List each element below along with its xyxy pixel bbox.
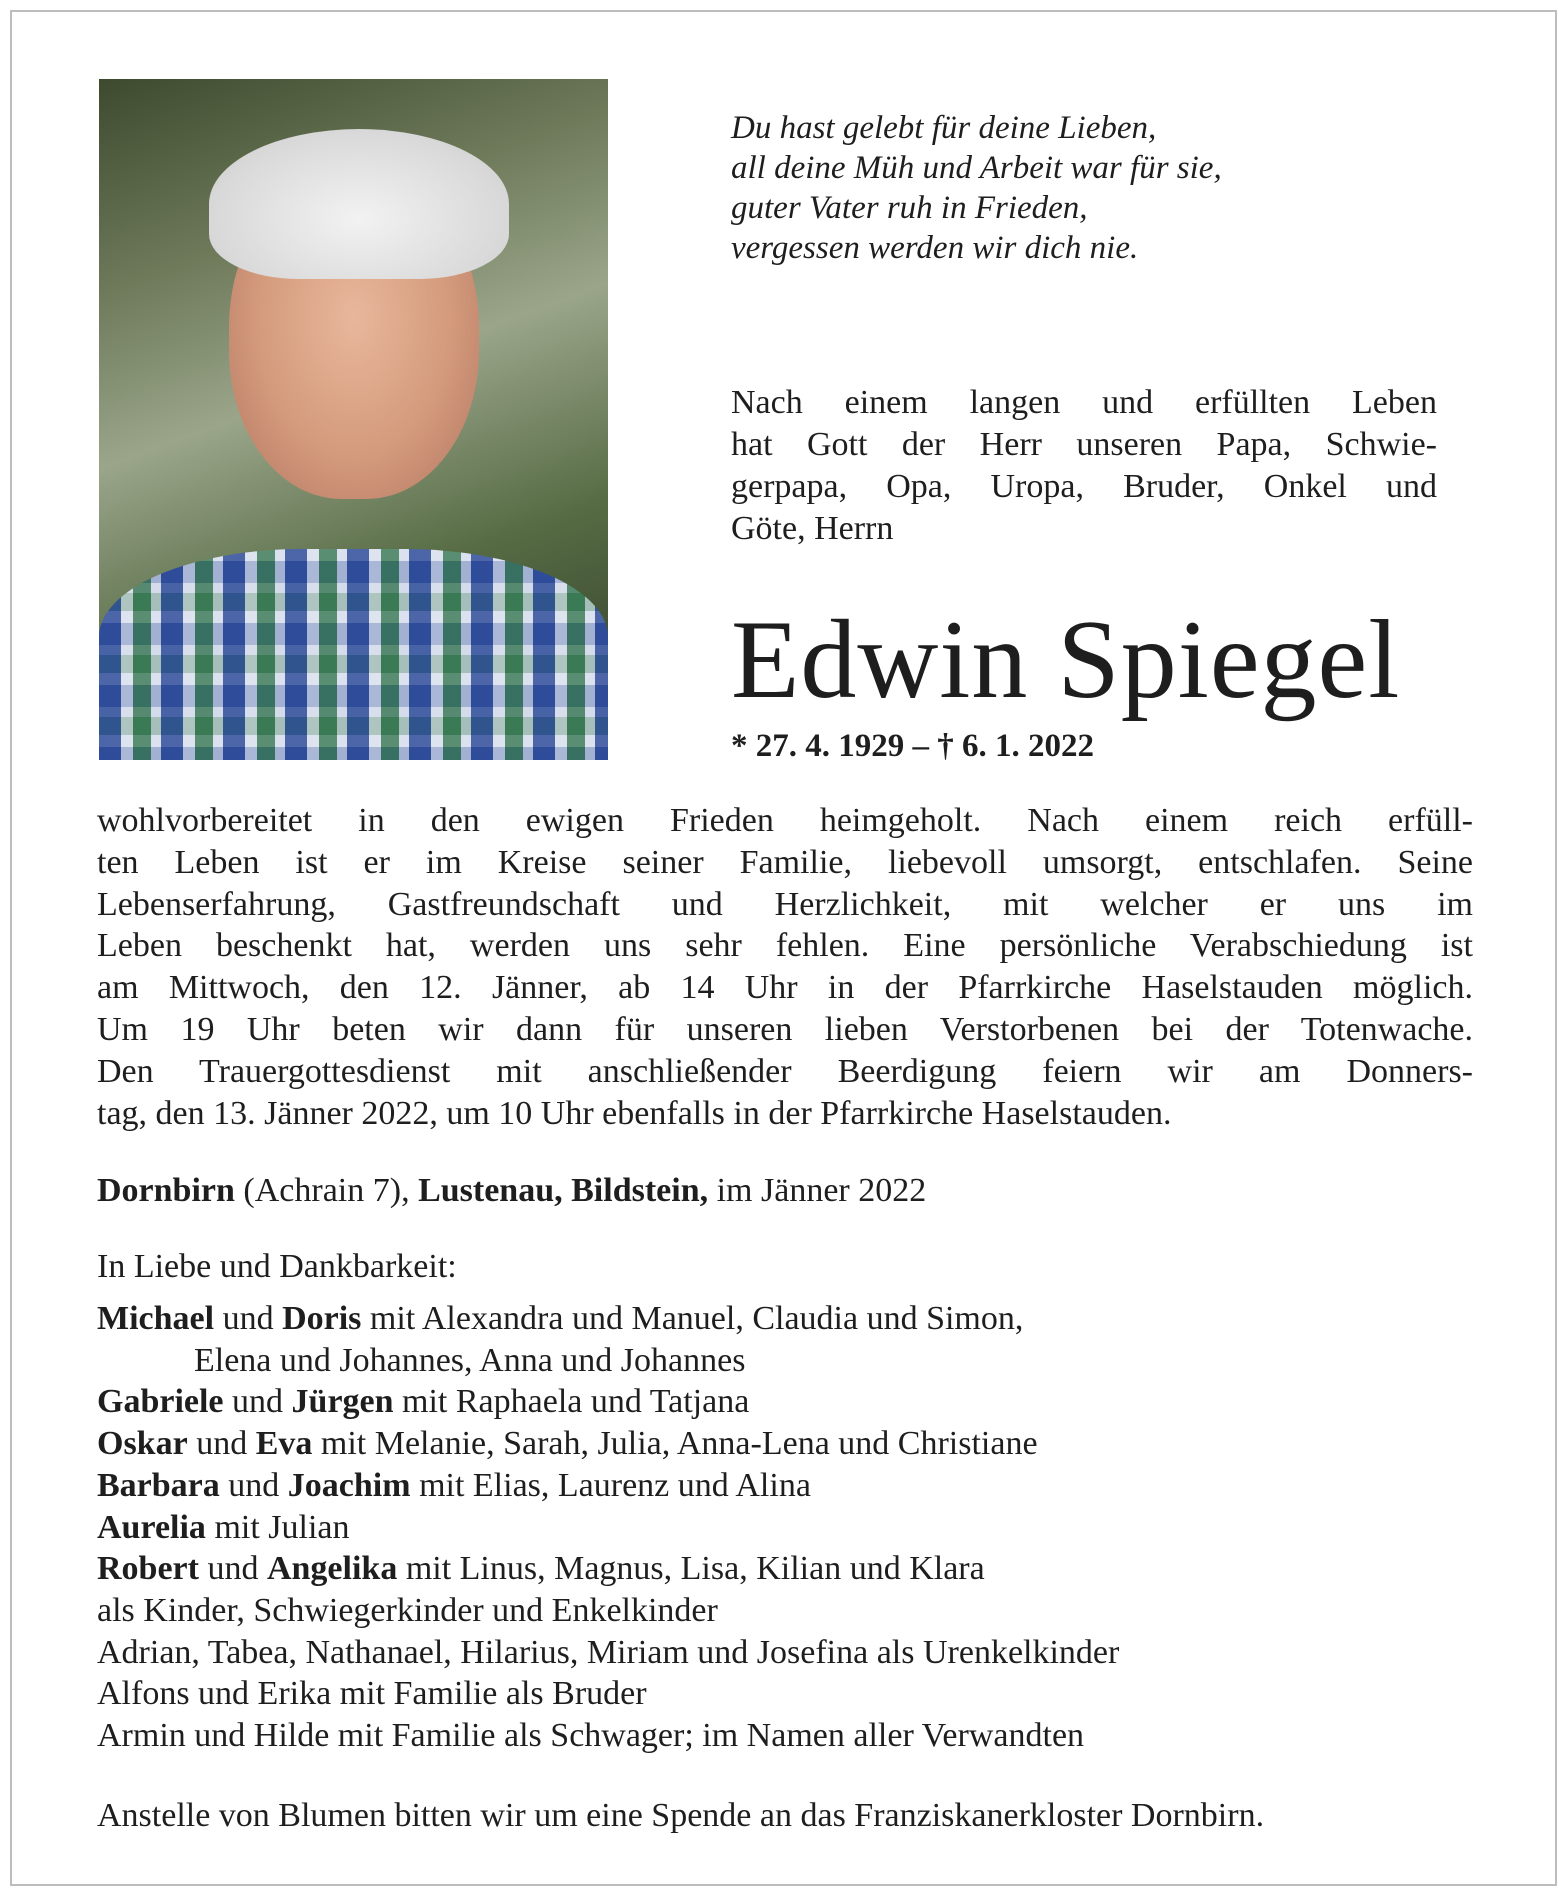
poem-line: guter Vater ruh in Frieden, — [731, 190, 1088, 226]
body-line: am Mittwoch, den 12. Jänner, ab 14 Uhr in der Pfarrkirche Haselstauden möglich. — [97, 969, 1473, 1007]
family-text: mit Raphaela und Tatjana — [393, 1383, 750, 1421]
place-date — [97, 1172, 926, 1210]
family-name: Oskar — [97, 1425, 188, 1463]
intro-line: hat Gott der Herr unseren Papa, Schwie- — [731, 426, 1437, 463]
family-name: Doris — [282, 1300, 362, 1337]
family-name: Barbara — [97, 1466, 220, 1504]
family-line: Armin und Hilde mit Familie als Schwager; im Namen aller Verwandten — [97, 1717, 1085, 1755]
poem-line: Du hast gelebt für deine Lieben, — [731, 110, 1157, 146]
family-text: und — [219, 1466, 288, 1504]
body-text — [97, 800, 1473, 1134]
photo-hair — [209, 129, 509, 279]
family-text: und — [214, 1300, 283, 1337]
body-line: Den Trauergottesdienst mit anschließender Beerdigung feiern wir am Donners- — [97, 1052, 1473, 1090]
family-name: Joachim — [287, 1466, 411, 1504]
family-line — [97, 1465, 1119, 1507]
family-line — [97, 1381, 1119, 1423]
family-line — [97, 1298, 1119, 1340]
family-text: und — [223, 1383, 292, 1421]
family-line — [97, 1507, 1119, 1549]
family-line: Adrian, Tabea, Nathanael, Hilarius, Miriam und Josefina als Urenkelkinder — [97, 1633, 1120, 1671]
portrait-photo — [99, 79, 608, 760]
family-name: Angelika — [266, 1550, 398, 1588]
family-list — [97, 1298, 1119, 1757]
family-text: mit Julian — [205, 1508, 350, 1546]
intro-line: gerpapa, Opa, Uropa, Bruder, Onkel und — [731, 468, 1437, 505]
family-name: Aurelia — [97, 1508, 206, 1546]
family-text: mit Alexandra und Manuel, Claudia und Simon, — [361, 1300, 1024, 1337]
family-name: Michael — [97, 1300, 215, 1337]
intro-text — [731, 382, 1437, 550]
family-text: und — [187, 1425, 256, 1463]
body-line: ten Leben ist er im Kreise seiner Familie, liebevoll umsorgt, entschlafen. Seine — [97, 843, 1473, 881]
family-name: Gabriele — [97, 1383, 224, 1421]
family-line — [97, 1548, 1119, 1590]
family-name: Robert — [97, 1550, 199, 1588]
place-cities: Lustenau, Bildstein, — [418, 1172, 709, 1209]
family-line: Alfons und Erika mit Familie als Bruder — [97, 1675, 647, 1713]
family-line: als Kinder, Schwiegerkinder und Enkelkinder — [97, 1591, 718, 1629]
intro-line: Nach einem langen und erfüllten Leben — [731, 384, 1437, 421]
poem-line: vergessen werden wir dich nie. — [731, 230, 1139, 266]
body-line: tag, den 13. Jänner 2022, um 10 Uhr ebenfalls in der Pfarrkirche Haselstauden. — [97, 1094, 1172, 1132]
poem-line: all deine Müh und Arbeit war für sie, — [731, 150, 1222, 186]
family-name: Eva — [255, 1425, 313, 1463]
body-line: Um 19 Uhr beten wir dann für unseren lieben Verstorbenen bei der Totenwache. — [97, 1010, 1473, 1048]
family-text: mit Elias, Laurenz und Alina — [410, 1466, 811, 1504]
family-text: mit Melanie, Sarah, Julia, Anna-Lena und Christiane — [312, 1425, 1038, 1463]
thanks-heading: In Liebe und Dankbarkeit: — [97, 1248, 457, 1285]
family-text: und — [198, 1550, 267, 1588]
body-line: Lebenserfahrung, Gastfreundschaft und Herzlichkeit, mit welcher er uns im — [97, 885, 1473, 923]
intro-line: Göte, Herrn — [731, 510, 894, 547]
body-line: wohlvorbereitet in den ewigen Frieden heimgeholt. Nach einem reich erfüll- — [97, 802, 1473, 839]
poem — [731, 108, 1222, 268]
family-line — [97, 1423, 1119, 1465]
family-text: mit Linus, Magnus, Lisa, Kilian und Klara — [397, 1550, 985, 1588]
closing-note: Anstelle von Blumen bitten wir um eine Spende an das Franziskanerkloster Dornbirn. — [97, 1797, 1265, 1834]
place-city: Dornbirn — [97, 1172, 235, 1209]
place-month: im Jänner 2022 — [708, 1172, 927, 1209]
photo-shirt — [99, 549, 608, 760]
family-line: Elena und Johannes, Anna und Johannes — [194, 1341, 746, 1379]
family-name: Jürgen — [291, 1383, 394, 1421]
place-address: (Achrain 7), — [234, 1172, 419, 1209]
body-line: Leben beschenkt hat, werden uns sehr fehlen. Eine persönliche Verabschiedung ist — [97, 927, 1473, 965]
life-dates: * 27. 4. 1929 – † 6. 1. 2022 — [731, 728, 1094, 764]
deceased-name: Edwin Spiegel — [731, 598, 1401, 722]
